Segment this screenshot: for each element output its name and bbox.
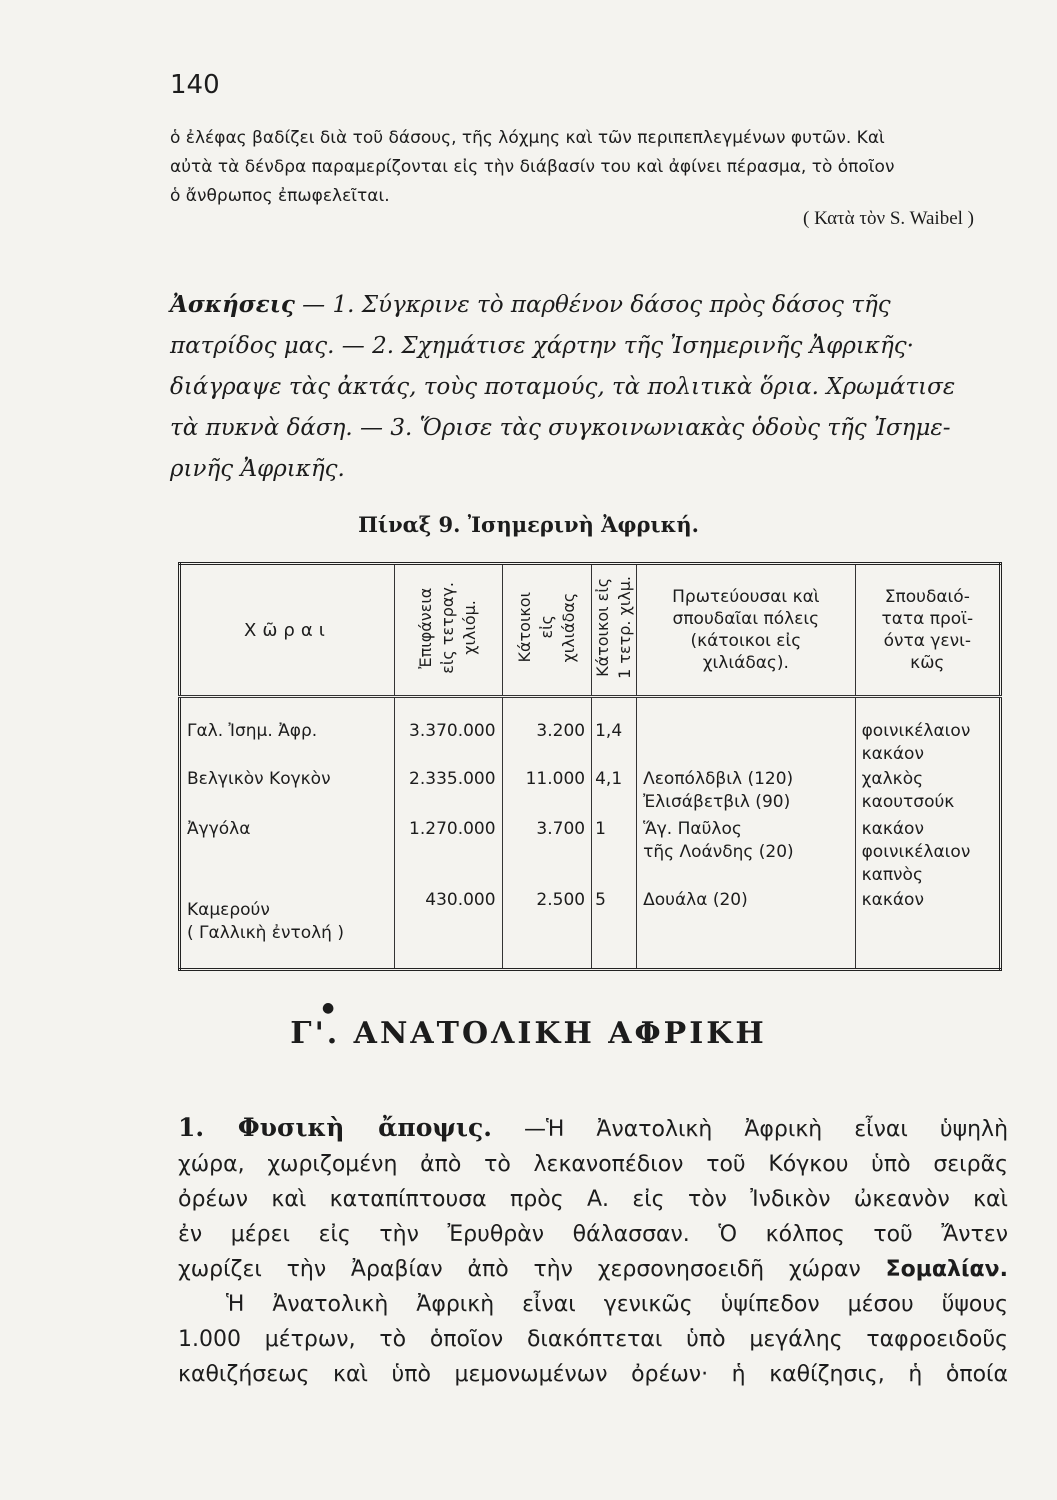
body-line: ὀρέων καὶ καταπίπτουσα πρὸς Α. εἰς τὸν Ἰνδικὸν ὠκεανὸν καὶ [178, 1187, 1008, 1212]
section-heading: Γ'. ΑΝΑΤΟΛΙΚΗ ΑΦΡΙΚΗ [290, 1016, 767, 1051]
exercises-line: πατρίδος μας. — 2. Σχημάτισε χάρτην τῆς Ἰσημερινῆς Ἀφρικῆς· [170, 333, 914, 359]
intro-line: ὁ ἄνθρωπος ἐπωφελεῖται. [170, 186, 390, 206]
data-table [178, 562, 1002, 971]
exercises-label: Ἀσκήσεις [170, 291, 295, 318]
table-row [180, 814, 1001, 887]
body-heading: 1. Φυσικὴ ἄποψις. [178, 1113, 492, 1142]
header-population: Κάτοικοι εἰς χιλιάδας [502, 564, 592, 697]
body-line: 1.000 μέτρων, τὸ ὁποῖον διακόπτεται ὑπὸ μεγάλης ταφροειδοῦς [178, 1327, 1008, 1352]
cell-product: καπνὸς [861, 865, 923, 885]
cell-city: Λεοπόλδβιλ (120) [643, 769, 794, 789]
bullet-mark: ● [322, 1000, 335, 1016]
cell-density: 4,1 [595, 769, 623, 789]
cell-product: καουτσούκ [861, 792, 955, 812]
cell-city: Ἅγ. Παῦλος [643, 819, 742, 839]
header-products: Σπουδαιό- τατα προϊ- όντα γενι- κῶς [855, 564, 1000, 697]
header-capitals: Πρωτεύουσαι καὶ σπουδαῖαι πόλεις (κάτοικοι εἰς χιλιάδας). [637, 564, 856, 697]
cell-product: χαλκὸς [861, 769, 924, 789]
cell-area: 1.270.000 [409, 819, 496, 839]
exercises-line: τὰ πυκνὰ δάση. — 3. Ὅρισε τὰς συγκοινωνιακὰς ὁδοὺς τῆς Ἰσημε- [170, 415, 951, 441]
cell-product: κακάον [861, 744, 924, 764]
cell-population: 3.700 [536, 819, 586, 839]
intro-line: αὐτὰ τὰ δένδρα παραμερίζονται εἰς τὴν διάβασίν του καὶ ἀφίνει πέρασμα, τὸ ὁποῖον [170, 157, 895, 177]
cell-density: 1 [595, 819, 606, 839]
cell-area: 2.335.000 [409, 769, 496, 789]
table-row [180, 697, 1001, 767]
exercises-paragraph [170, 284, 990, 490]
body-line: Ἡ Ἀνατολικὴ Ἀφρικὴ εἶναι γενικῶς ὑψίπεδον μέσου ὕψους [226, 1292, 1008, 1317]
table-title: Πίναξ 9. Ἰσημερινὴ Ἀφρική. [358, 512, 699, 537]
body-line: ἐν μέρει εἰς τὴν Ἐρυθρὰν θάλασσαν. Ὁ κόλπος τοῦ Ἄντεν [178, 1222, 1008, 1247]
cell-product: κακάον [861, 819, 924, 839]
cell-city: τῆς Λοάνδης (20) [643, 842, 794, 862]
cell-city: Δουάλα (20) [643, 890, 748, 910]
cell-area: 430.000 [425, 890, 496, 910]
cell-population: 11.000 [525, 769, 586, 789]
body-line: —Ἡ Ἀνατολικὴ Ἀφρικὴ εἶναι ὑψηλὴ [523, 1117, 1009, 1142]
cell-country: Γαλ. Ἰσημ. Ἀφρ. [187, 721, 318, 741]
table-row [180, 766, 1001, 814]
cell-product: κακάον [861, 890, 924, 910]
source-citation: ( Κατὰ τὸν S. Waibel ) [803, 208, 974, 229]
page-number: 140 [170, 70, 220, 100]
body-line: χωρίζει τὴν Ἀραβίαν ἀπὸ τὴν χερσονησοειδῆ χώραν [178, 1257, 861, 1282]
cell-area: 3.370.000 [409, 721, 496, 741]
cell-population: 3.200 [536, 721, 586, 741]
body-line: καθιζήσεως καὶ ὑπὸ μεμονωμένων ὀρέων· ἡ καθίζησις, ἡ ὁποία [178, 1362, 1008, 1387]
header-density: Κάτοικοι εἰς 1 τετρ. χιλμ. [592, 564, 637, 697]
cell-country: Καμερούν [187, 900, 270, 920]
cell-city: Ἐλισάβετβιλ (90) [643, 792, 791, 812]
table-row [180, 887, 1001, 969]
cell-country: Βελγικὸν Κογκὸν [187, 769, 331, 789]
body-bold-word: Σομαλίαν. [885, 1257, 1008, 1282]
cell-country: Ἀγγόλα [187, 819, 251, 839]
header-country: Χῶραι [180, 564, 395, 697]
exercises-line: — 1. Σύγκρινε τὸ παρθένον δάσος πρὸς δάσος τῆς [294, 292, 891, 318]
cell-population: 2.500 [536, 890, 586, 910]
intro-paragraph [170, 124, 990, 211]
body-paragraph [178, 1110, 1008, 1392]
cell-product: φοινικέλαιον [861, 842, 971, 862]
header-area: Ἐπιφάνεια εἰς τετραγ. χιλιόμ. [394, 564, 502, 697]
body-line: χώρα, χωριζομένη ἀπὸ τὸ λεκανοπέδιον τοῦ Κόγκου ὑπὸ σειρᾶς [178, 1152, 1008, 1177]
exercises-line: διάγραψε τὰς ἀκτάς, τοὺς ποταμούς, τὰ πολιτικὰ ὅρια. Χρωμάτισε [170, 374, 956, 400]
intro-line: ὁ ἐλέφας βαδίζει διὰ τοῦ δάσους, τῆς λόχμης καὶ τῶν περιπεπλεγμένων φυτῶν. Καὶ [170, 128, 885, 148]
cell-country: ( Γαλλικὴ ἐντολή ) [187, 923, 344, 943]
cell-density: 1,4 [595, 721, 623, 741]
cell-density: 5 [595, 890, 606, 910]
exercises-line: ρινῆς Ἀφρικῆς. [170, 456, 345, 482]
cell-product: φοινικέλαιον [861, 721, 971, 741]
